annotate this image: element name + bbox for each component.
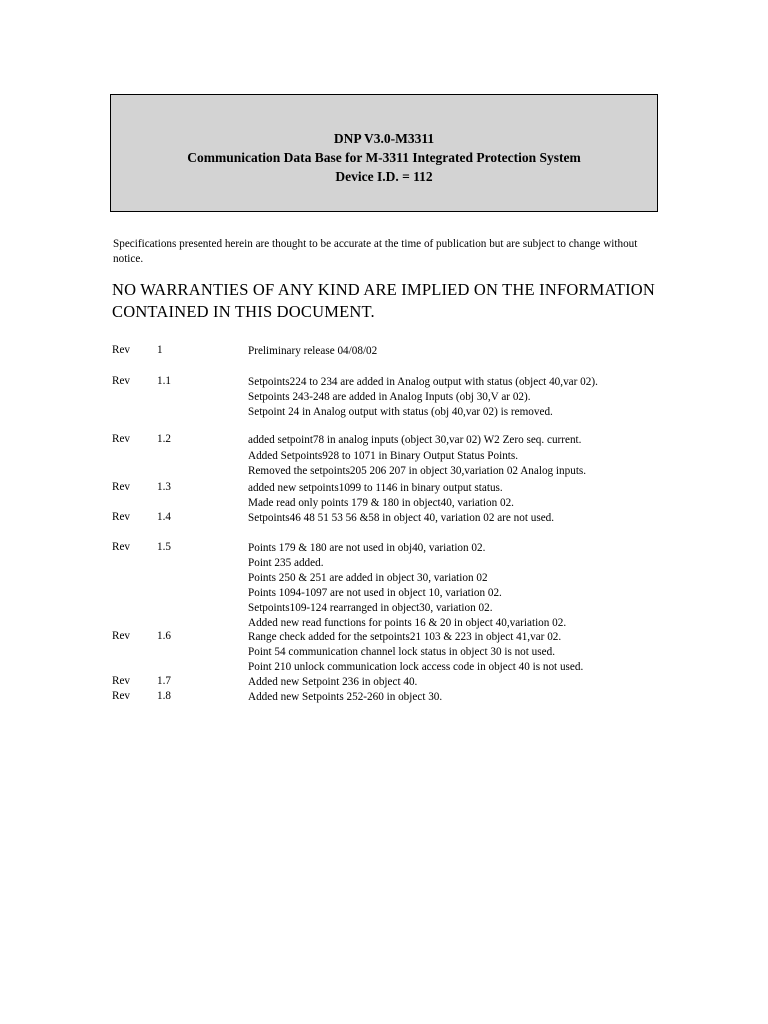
revision-label: Rev — [112, 481, 131, 493]
revision-number: 1.7 — [157, 675, 171, 687]
revision-label: Rev — [112, 675, 131, 687]
revision-line: Setpoints 243-248 are added in Analog Inputs (obj 30,V ar 02). — [248, 391, 531, 403]
revision-line: Points 179 & 180 are not used in obj40, variation 02. — [248, 542, 486, 554]
revision-line: Preliminary release 04/08/02 — [248, 345, 378, 357]
revision-line: Made read only points 179 & 180 in object40, variation 02. — [248, 497, 514, 509]
device-id: Device I.D. = 112 — [335, 169, 433, 184]
revision-number: 1.2 — [157, 433, 171, 445]
revision-line: Added new Setpoints 252-260 in object 30. — [248, 691, 443, 703]
specification-notice: Specifications presented herein are thought to be accurate at the time of publication but are subject to change without notice. — [113, 238, 638, 265]
revision-number: 1.1 — [157, 375, 171, 387]
revision-label: Rev — [112, 541, 131, 553]
revision-line: Added Setpoints928 to 1071 in Binary Output Status Points. — [248, 450, 519, 462]
revision-line: Range check added for the setpoints21 103 & 223 in object 41,var 02. — [248, 631, 562, 643]
revision-label: Rev — [112, 344, 131, 356]
revision-line: Point 235 added. — [248, 557, 324, 569]
revision-number: 1.8 — [157, 690, 171, 702]
revision-label: Rev — [112, 511, 131, 523]
revision-line: Added new read functions for points 16 & 20 in object 40,variation 02. — [248, 617, 567, 629]
revision-number: 1.6 — [157, 630, 171, 642]
revision-line: Setpoint 24 in Analog output with status (obj 40,var 02) is removed. — [248, 406, 553, 418]
revision-line: Setpoints46 48 51 53 56 &58 in object 40, variation 02 are not used. — [248, 512, 555, 524]
revision-line: Setpoints109-124 rearranged in object30, variation 02. — [248, 602, 493, 614]
revision-number: 1.4 — [157, 511, 171, 523]
revision-line: added setpoint78 in analog inputs (object 30,var 02) W2 Zero seq. current. — [248, 434, 582, 446]
revision-line: Setpoints224 to 234 are added in Analog output with status (object 40,var 02). — [248, 376, 598, 388]
revision-label: Rev — [112, 375, 131, 387]
revision-line: Points 1094-1097 are not used in object 10, variation 02. — [248, 587, 502, 599]
revision-line: Added new Setpoint 236 in object 40. — [248, 676, 418, 688]
document-subtitle: Communication Data Base for M-3311 Integrated Protection System — [187, 150, 581, 165]
revision-label: Rev — [112, 433, 131, 445]
revision-line: Point 54 communication channel lock status in object 30 is not used. — [248, 646, 555, 658]
revision-line: Removed the setpoints205 206 207 in object 30,variation 02 Analog inputs. — [248, 465, 587, 477]
revision-line: Points 250 & 251 are added in object 30, variation 02 — [248, 572, 488, 584]
revision-label: Rev — [112, 630, 131, 642]
title-box — [110, 94, 658, 212]
revision-number: 1.5 — [157, 541, 171, 553]
revision-line: added new setpoints1099 to 1146 in binary output status. — [248, 482, 503, 494]
revision-line: Point 210 unlock communication lock access code in object 40 is not used. — [248, 661, 584, 673]
warranty-disclaimer: NO WARRANTIES OF ANY KIND ARE IMPLIED ON THE INFORMATION CONTAINED IN THIS DOCUMENT. — [112, 280, 656, 321]
revision-label: Rev — [112, 690, 131, 702]
revision-number: 1.3 — [157, 481, 171, 493]
document-title: DNP V3.0-M3311 — [333, 131, 435, 146]
revision-number: 1 — [157, 344, 163, 356]
